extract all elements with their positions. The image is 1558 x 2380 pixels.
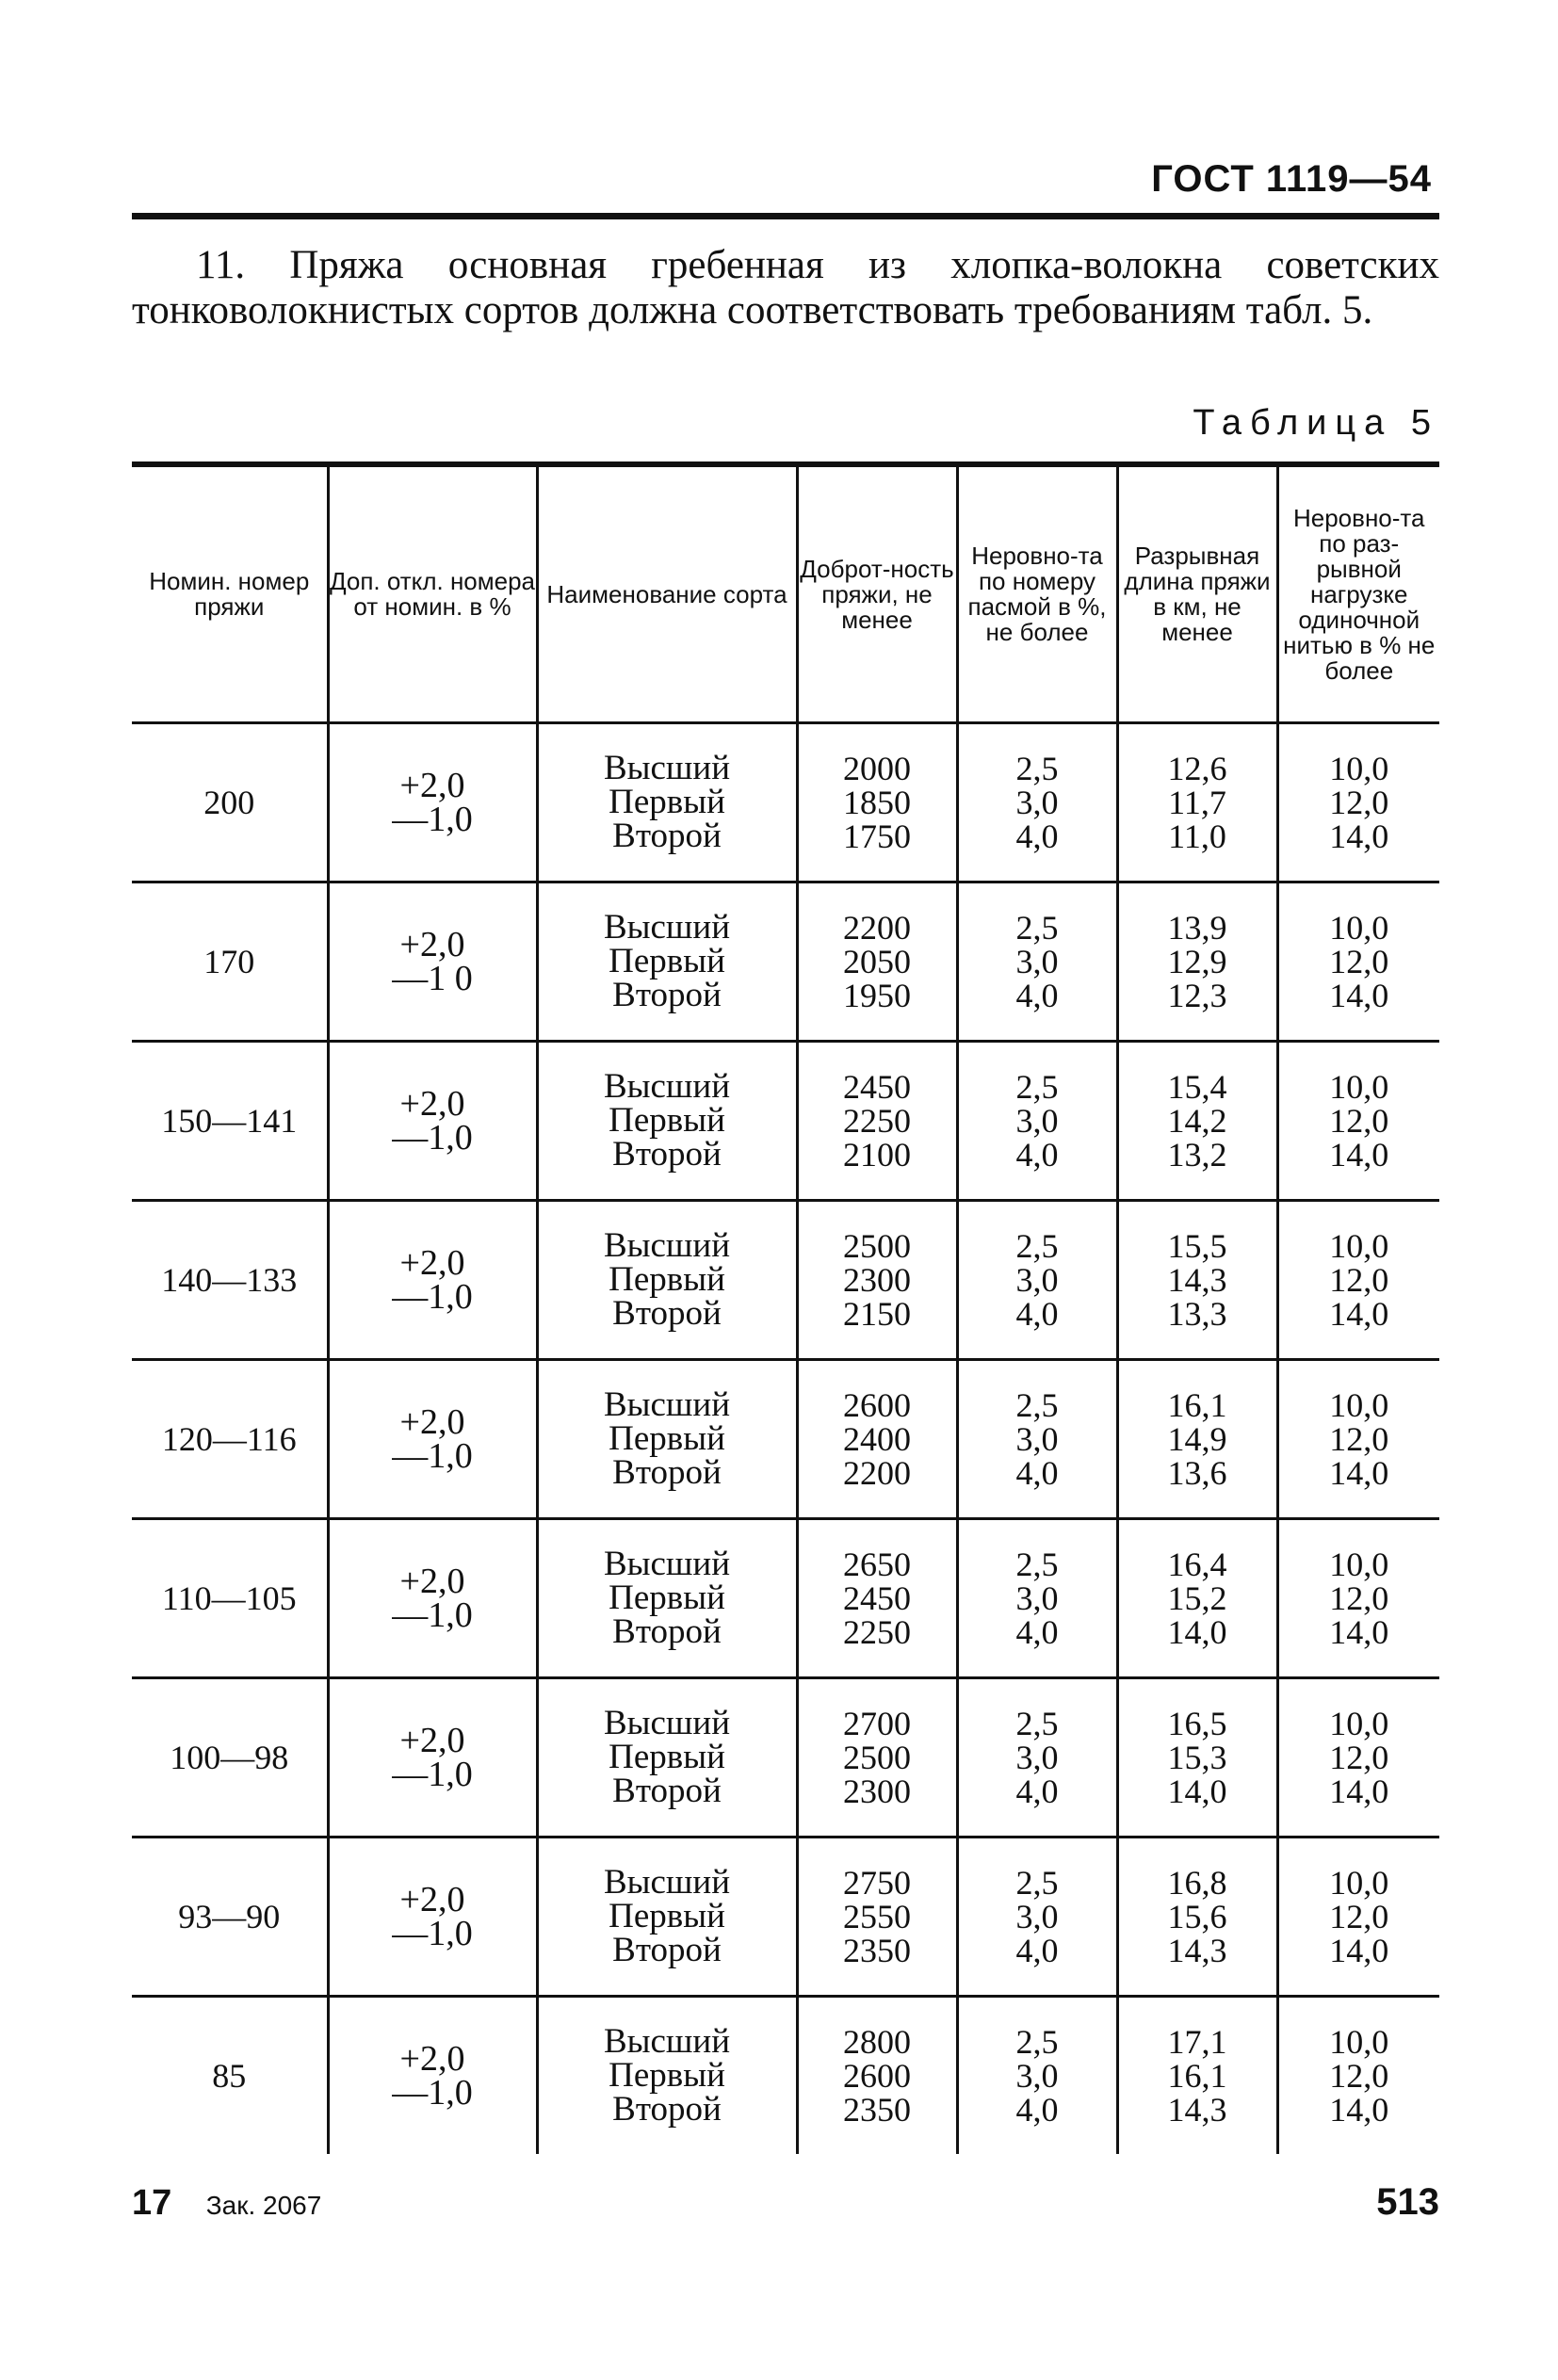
length-value: 16,1 — [1167, 2057, 1227, 2095]
break-unevenness-value: 10,0 — [1329, 1705, 1389, 1742]
quality-value: 1750 — [843, 818, 911, 855]
cell-breaking-length — [1117, 882, 1277, 1042]
quality-value: 2250 — [843, 1613, 911, 1651]
length-value: 15,5 — [1167, 1227, 1227, 1265]
cell-grades — [537, 1997, 797, 2155]
cell-number — [132, 1360, 328, 1519]
break-unevenness-value: 10,0 — [1329, 750, 1389, 787]
cell-quality — [797, 882, 957, 1042]
table-row — [132, 1201, 1439, 1360]
grade-name: Первый — [609, 783, 725, 821]
quality-value: 2400 — [843, 1420, 911, 1458]
table-row — [132, 1042, 1439, 1201]
break-unevenness-value: 14,0 — [1329, 818, 1389, 855]
grade-name: Первый — [609, 1260, 725, 1299]
quality-value: 2650 — [843, 1546, 911, 1583]
cell-breaking-length — [1117, 723, 1277, 882]
unevenness-value: 3,0 — [1015, 1739, 1059, 1776]
cell-quality — [797, 1201, 957, 1360]
signature-mark: 17 — [132, 2183, 172, 2223]
length-value: 12,9 — [1167, 943, 1227, 980]
unevenness-value: 2,5 — [1015, 1386, 1059, 1424]
break-unevenness-value: 10,0 — [1329, 1546, 1389, 1583]
grade-name: Высший — [603, 749, 731, 787]
clause-paragraph — [132, 243, 1439, 333]
unevenness-value: 4,0 — [1015, 1454, 1059, 1492]
grade-name: Первый — [609, 1738, 725, 1776]
tolerance-minus: —1 0 — [392, 959, 473, 998]
cell-unevenness — [957, 1201, 1117, 1360]
cell-number — [132, 1838, 328, 1997]
header-rule — [132, 213, 1439, 219]
table-row — [132, 1838, 1439, 1997]
cell-grades — [537, 1838, 797, 1997]
unevenness-value: 2,5 — [1015, 1705, 1059, 1742]
cell-grades — [537, 1042, 797, 1201]
standard-code: ГОСТ 1119—54 — [1151, 158, 1432, 200]
length-value: 17,1 — [1167, 2023, 1227, 2061]
tolerance-minus: —1,0 — [392, 1277, 473, 1317]
tolerance-minus: —1,0 — [392, 1595, 473, 1635]
quality-value: 2450 — [843, 1068, 911, 1106]
cell-break-unevenness — [1277, 1519, 1439, 1678]
unevenness-value: 3,0 — [1015, 1102, 1059, 1140]
table-header-row — [132, 467, 1439, 723]
cell-unevenness — [957, 1997, 1117, 2155]
unevenness-value: 3,0 — [1015, 943, 1059, 980]
length-value: 14,2 — [1167, 1102, 1227, 1140]
quality-value: 2550 — [843, 1898, 911, 1935]
quality-value: 2350 — [843, 1932, 911, 1969]
yarn-number: 100—98 — [170, 1739, 289, 1776]
tolerance-plus: +2,0 — [399, 1721, 465, 1760]
cell-grades — [537, 1360, 797, 1519]
length-value: 14,3 — [1167, 1261, 1227, 1299]
grade-name: Второй — [612, 817, 722, 855]
table-caption: Таблица 5 — [1193, 403, 1439, 443]
column-header-grade: Наименование сорта — [537, 467, 797, 723]
break-unevenness-value: 14,0 — [1329, 1932, 1389, 1969]
cell-break-unevenness — [1277, 1838, 1439, 1997]
quality-value: 2600 — [843, 1386, 911, 1424]
quality-value: 2800 — [843, 2023, 911, 2061]
break-unevenness-value: 12,0 — [1329, 943, 1389, 980]
cell-break-unevenness — [1277, 723, 1439, 882]
cell-tolerance — [328, 1678, 537, 1838]
table-row — [132, 1519, 1439, 1678]
grade-name: Высший — [603, 908, 731, 947]
cell-number — [132, 1042, 328, 1201]
break-unevenness-value: 12,0 — [1329, 2057, 1389, 2095]
cell-number — [132, 723, 328, 882]
quality-value: 2350 — [843, 2091, 911, 2129]
cell-quality — [797, 1678, 957, 1838]
grade-name: Высший — [603, 1226, 731, 1265]
tolerance-plus: +2,0 — [399, 1243, 465, 1283]
grade-name: Первый — [609, 1419, 725, 1458]
quality-value: 2000 — [843, 750, 911, 787]
length-value: 16,4 — [1167, 1546, 1227, 1583]
table-row — [132, 1678, 1439, 1838]
grade-name: Второй — [612, 2090, 722, 2129]
length-value: 15,4 — [1167, 1068, 1227, 1106]
yarn-number: 140—133 — [161, 1261, 298, 1299]
page-header — [132, 158, 1439, 211]
cell-break-unevenness — [1277, 1201, 1439, 1360]
length-value: 14,9 — [1167, 1420, 1227, 1458]
cell-grades — [537, 1201, 797, 1360]
length-value: 13,6 — [1167, 1454, 1227, 1492]
unevenness-value: 4,0 — [1015, 977, 1059, 1014]
tolerance-minus: —1,0 — [392, 1914, 473, 1953]
grade-name: Второй — [612, 1772, 722, 1810]
yarn-number: 85 — [212, 2057, 247, 2095]
unevenness-value: 2,5 — [1015, 1546, 1059, 1583]
cell-breaking-length — [1117, 1838, 1277, 1997]
grade-name: Второй — [612, 1453, 722, 1492]
column-header-unevenness: Неровно-та по номеру пасмой в %, не более — [957, 467, 1117, 723]
quality-value: 2200 — [843, 909, 911, 947]
cell-number — [132, 1201, 328, 1360]
quality-value: 2750 — [843, 1864, 911, 1902]
quality-value: 2150 — [843, 1295, 911, 1333]
tolerance-plus: +2,0 — [399, 1084, 465, 1124]
tolerance-plus: +2,0 — [399, 766, 465, 805]
break-unevenness-value: 10,0 — [1329, 909, 1389, 947]
cell-breaking-length — [1117, 1519, 1277, 1678]
yarn-number: 170 — [203, 943, 255, 980]
cell-tolerance — [328, 1360, 537, 1519]
cell-unevenness — [957, 1042, 1117, 1201]
cell-breaking-length — [1117, 1042, 1277, 1201]
quality-value: 2300 — [843, 1773, 911, 1810]
break-unevenness-value: 14,0 — [1329, 1295, 1389, 1333]
cell-unevenness — [957, 882, 1117, 1042]
quality-value: 1850 — [843, 784, 911, 821]
length-value: 11,7 — [1168, 784, 1226, 821]
requirements-table — [132, 467, 1439, 2154]
column-header-quality: Доброт-ность пряжи, не менее — [797, 467, 957, 723]
unevenness-value: 3,0 — [1015, 2057, 1059, 2095]
break-unevenness-value: 14,0 — [1329, 977, 1389, 1014]
unevenness-value: 3,0 — [1015, 1579, 1059, 1617]
quality-value: 2500 — [843, 1227, 911, 1265]
unevenness-value: 3,0 — [1015, 1261, 1059, 1299]
break-unevenness-value: 14,0 — [1329, 1613, 1389, 1651]
cell-grades — [537, 723, 797, 882]
unevenness-value: 2,5 — [1015, 750, 1059, 787]
column-header-tolerance: Доп. откл. номера от номин. в % — [328, 467, 537, 723]
unevenness-value: 3,0 — [1015, 1420, 1059, 1458]
order-number: Зак. 2067 — [205, 2191, 322, 2220]
cell-breaking-length — [1117, 1997, 1277, 2155]
cell-break-unevenness — [1277, 1042, 1439, 1201]
quality-value: 2700 — [843, 1705, 911, 1742]
cell-tolerance — [328, 882, 537, 1042]
cell-quality — [797, 1042, 957, 1201]
cell-break-unevenness — [1277, 882, 1439, 1042]
unevenness-value: 4,0 — [1015, 1773, 1059, 1810]
cell-break-unevenness — [1277, 1360, 1439, 1519]
tolerance-plus: +2,0 — [399, 925, 465, 964]
cell-number — [132, 1997, 328, 2155]
cell-unevenness — [957, 1678, 1117, 1838]
quality-value: 2250 — [843, 1102, 911, 1140]
page-number: 513 — [1376, 2181, 1439, 2223]
unevenness-value: 4,0 — [1015, 1295, 1059, 1333]
quality-value: 2050 — [843, 943, 911, 980]
table-row — [132, 1360, 1439, 1519]
cell-unevenness — [957, 1360, 1117, 1519]
break-unevenness-value: 12,0 — [1329, 1739, 1389, 1776]
break-unevenness-value: 12,0 — [1329, 1102, 1389, 1140]
grade-name: Второй — [612, 1294, 722, 1333]
unevenness-value: 2,5 — [1015, 909, 1059, 947]
cell-tolerance — [328, 1042, 537, 1201]
grade-name: Высший — [603, 1067, 731, 1106]
grade-name: Первый — [609, 2056, 725, 2095]
length-value: 15,6 — [1167, 1898, 1227, 1935]
table-row — [132, 723, 1439, 882]
tolerance-plus: +2,0 — [399, 1880, 465, 1919]
length-value: 15,3 — [1167, 1739, 1227, 1776]
length-value: 16,8 — [1167, 1864, 1227, 1902]
grade-name: Второй — [612, 1135, 722, 1174]
break-unevenness-value: 12,0 — [1329, 784, 1389, 821]
length-value: 16,5 — [1167, 1705, 1227, 1742]
grade-name: Первый — [609, 1101, 725, 1140]
length-value: 13,9 — [1167, 909, 1227, 947]
unevenness-value: 4,0 — [1015, 818, 1059, 855]
unevenness-value: 3,0 — [1015, 784, 1059, 821]
quality-value: 2200 — [843, 1454, 911, 1492]
grade-name: Высший — [603, 1545, 731, 1583]
footer-left — [132, 2183, 321, 2224]
cell-tolerance — [328, 1997, 537, 2155]
length-value: 13,3 — [1167, 1295, 1227, 1333]
table-row — [132, 1997, 1439, 2155]
column-header-break-unevenness: Неровно-та по раз-рывной нагрузке одиночной нитью в % не более — [1283, 503, 1436, 685]
break-unevenness-value: 10,0 — [1329, 1068, 1389, 1106]
unevenness-value: 2,5 — [1015, 1864, 1059, 1902]
tolerance-minus: —1,0 — [392, 800, 473, 839]
clause-text: 11. Пряжа основная гребенная из хлопка-волокна советских тонковолокнистых сортов должна соответствовать требованиям табл. 5. — [132, 243, 1439, 332]
yarn-number: 200 — [203, 784, 255, 821]
grade-name: Высший — [603, 1863, 731, 1902]
cell-unevenness — [957, 723, 1117, 882]
quality-value: 2100 — [843, 1136, 911, 1174]
break-unevenness-value: 10,0 — [1329, 1227, 1389, 1265]
cell-unevenness — [957, 1838, 1117, 1997]
cell-grades — [537, 882, 797, 1042]
grade-name: Высший — [603, 1385, 731, 1424]
break-unevenness-value: 10,0 — [1329, 2023, 1389, 2061]
cell-number — [132, 1678, 328, 1838]
cell-quality — [797, 723, 957, 882]
tolerance-minus: —1,0 — [392, 1436, 473, 1476]
break-unevenness-value: 12,0 — [1329, 1579, 1389, 1617]
unevenness-value: 2,5 — [1015, 2023, 1059, 2061]
length-value: 15,2 — [1167, 1579, 1227, 1617]
cell-number — [132, 882, 328, 1042]
unevenness-value: 2,5 — [1015, 1227, 1059, 1265]
tolerance-plus: +2,0 — [399, 1402, 465, 1442]
cell-quality — [797, 1519, 957, 1678]
cell-grades — [537, 1519, 797, 1678]
unevenness-value: 2,5 — [1015, 1068, 1059, 1106]
tolerance-plus: +2,0 — [399, 1562, 465, 1601]
quality-value: 2300 — [843, 1261, 911, 1299]
cell-break-unevenness — [1277, 1997, 1439, 2155]
unevenness-value: 3,0 — [1015, 1898, 1059, 1935]
grade-name: Первый — [609, 1579, 725, 1617]
break-unevenness-value: 14,0 — [1329, 2091, 1389, 2129]
cell-tolerance — [328, 723, 537, 882]
cell-quality — [797, 1360, 957, 1519]
grade-name: Высший — [603, 1704, 731, 1742]
yarn-number: 110—105 — [161, 1579, 297, 1617]
tolerance-plus: +2,0 — [399, 2039, 465, 2079]
cell-breaking-length — [1117, 1678, 1277, 1838]
length-value: 12,6 — [1167, 750, 1227, 787]
break-unevenness-value: 14,0 — [1329, 1454, 1389, 1492]
length-value: 14,3 — [1167, 2091, 1227, 2129]
unevenness-value: 4,0 — [1015, 1136, 1059, 1174]
break-unevenness-value: 10,0 — [1329, 1386, 1389, 1424]
grade-name: Второй — [612, 1612, 722, 1651]
cell-breaking-length — [1117, 1360, 1277, 1519]
length-value: 14,0 — [1167, 1613, 1227, 1651]
tolerance-minus: —1,0 — [392, 2073, 473, 2113]
column-header-number: Номин. номер пряжи — [132, 467, 328, 723]
cell-unevenness — [957, 1519, 1117, 1678]
length-value: 16,1 — [1167, 1386, 1227, 1424]
break-unevenness-value: 12,0 — [1329, 1420, 1389, 1458]
quality-value: 1950 — [843, 977, 911, 1014]
grade-name: Первый — [609, 1897, 725, 1935]
cell-quality — [797, 1997, 957, 2155]
break-unevenness-value: 12,0 — [1329, 1898, 1389, 1935]
length-value: 11,0 — [1168, 818, 1226, 855]
cell-breaking-length — [1117, 1201, 1277, 1360]
cell-tolerance — [328, 1519, 537, 1678]
yarn-number: 120—116 — [161, 1420, 297, 1458]
cell-quality — [797, 1838, 957, 1997]
break-unevenness-value: 14,0 — [1329, 1773, 1389, 1810]
cell-number — [132, 1519, 328, 1678]
tolerance-minus: —1,0 — [392, 1755, 473, 1794]
break-unevenness-value: 12,0 — [1329, 1261, 1389, 1299]
quality-value: 2450 — [843, 1579, 911, 1617]
break-unevenness-value: 14,0 — [1329, 1136, 1389, 1174]
length-value: 14,0 — [1167, 1773, 1227, 1810]
table-row — [132, 882, 1439, 1042]
quality-value: 2500 — [843, 1739, 911, 1776]
unevenness-value: 4,0 — [1015, 2091, 1059, 2129]
table-body — [132, 723, 1439, 2155]
grade-name: Первый — [609, 942, 725, 980]
quality-value: 2600 — [843, 2057, 911, 2095]
unevenness-value: 4,0 — [1015, 1613, 1059, 1651]
yarn-number: 93—90 — [178, 1898, 281, 1935]
tolerance-minus: —1,0 — [392, 1118, 473, 1158]
grade-name: Второй — [612, 976, 722, 1014]
yarn-number: 150—141 — [161, 1102, 298, 1140]
grade-name: Второй — [612, 1931, 722, 1969]
cell-break-unevenness — [1277, 1678, 1439, 1838]
cell-tolerance — [328, 1201, 537, 1360]
cell-tolerance — [328, 1838, 537, 1997]
cell-grades — [537, 1678, 797, 1838]
break-unevenness-value: 10,0 — [1329, 1864, 1389, 1902]
unevenness-value: 4,0 — [1015, 1932, 1059, 1969]
grade-name: Высший — [603, 2022, 731, 2061]
length-value: 13,2 — [1167, 1136, 1227, 1174]
length-value: 12,3 — [1167, 977, 1227, 1014]
column-header-breaking-length: Разрывная длина пряжи в км, не менее — [1117, 467, 1277, 723]
length-value: 14,3 — [1167, 1932, 1227, 1969]
